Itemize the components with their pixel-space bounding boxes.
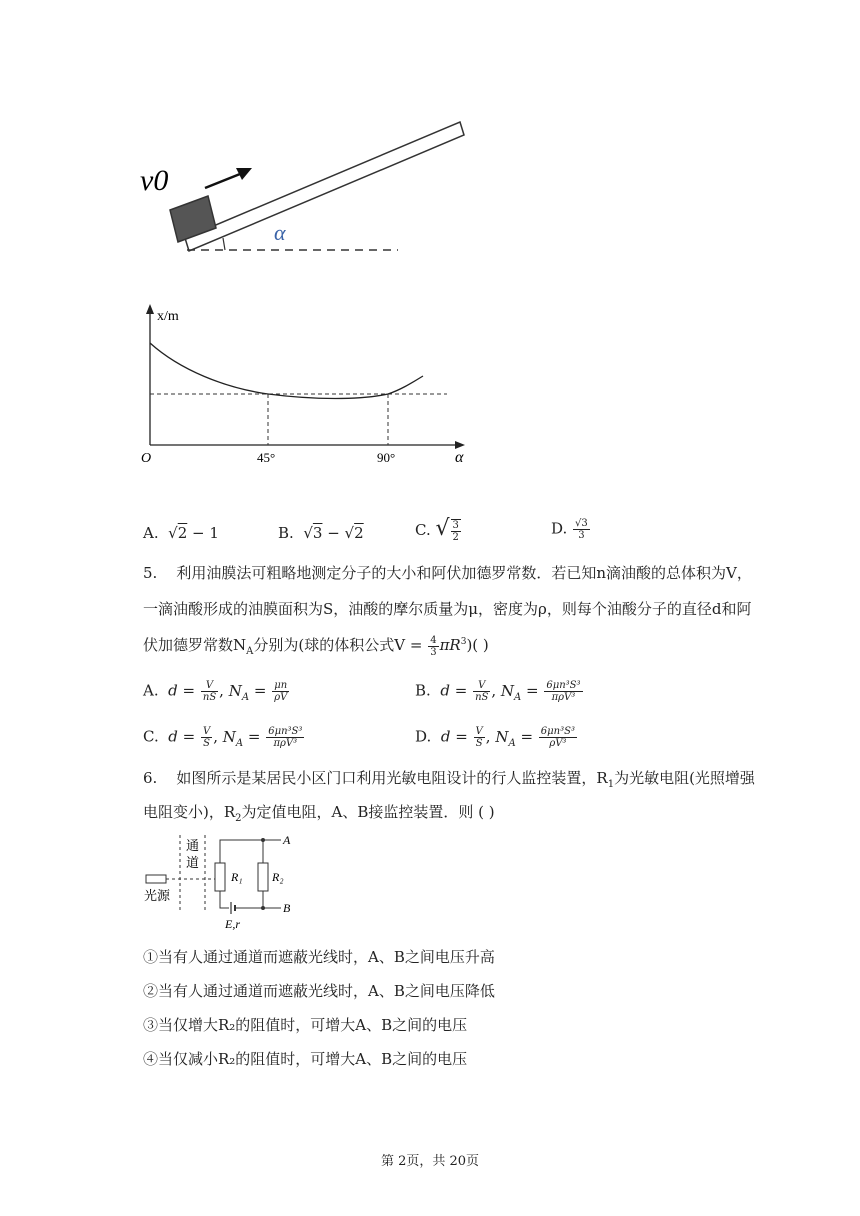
q6-number: 6. [143, 769, 158, 787]
q6-text-1-tail: 为光敏电阻(光照增强 [614, 769, 755, 787]
channel-label-2: 道 [186, 855, 200, 870]
q5-text-3c: )( ) [466, 636, 489, 654]
q5-text-1: 利用油膜法可粗略地测定分子的大小和阿伏加德罗常数．若已知n滴油酸的总体积为V， [176, 564, 752, 582]
x-axis-label: α [455, 449, 464, 466]
q6-statement-2: ②当有人通过通道而遮蔽光线时，A、B之间电压降低 [143, 982, 495, 1000]
origin-label: O [141, 451, 152, 466]
node-a [261, 838, 265, 842]
node-b [261, 906, 265, 910]
q5-line-2 [143, 598, 751, 619]
resistor-r2 [258, 863, 268, 891]
q4-option-c-label: C. [415, 521, 431, 539]
terminal-a-label: A [283, 833, 291, 847]
q5-line-1 [143, 562, 752, 583]
q5-text-2: 一滴油酸形成的油膜面积为S，油酸的摩尔质量为μ，密度为ρ，则每个油酸分子的直径d和阿 [143, 600, 752, 618]
x-axis-arrow-icon [455, 441, 465, 449]
q6-text-2: 电阻变小)，R [143, 803, 236, 821]
q5-text-3a: 伏加德罗常数N [143, 636, 247, 654]
q4-option-c: C. √ $\frac{3}{2}$ [415, 516, 459, 543]
q4-option-b-label: B. [278, 524, 294, 542]
q6-text-2-tail: 为定值电阻，A、B接监控装置．则 ( ) [241, 803, 495, 821]
q5-option-b-label: B. [415, 681, 431, 700]
q5-option-c-label: C. [143, 727, 159, 746]
resistor-r1 [215, 863, 225, 891]
y-axis-arrow-icon [146, 304, 154, 314]
q4-option-d: D. $\frac{√3}{3}$ [551, 518, 588, 541]
r1-label: R₁ [231, 870, 243, 884]
tick-90-label: 90° [377, 450, 396, 465]
q6-statement-3: ③当仅增大R₂的阻值时，可增大A、B之间的电压 [143, 1016, 468, 1034]
circuit-wire-bottom-right [235, 891, 263, 908]
q5-option-d: D. d = $\frac{V}{S}$ , $N_A$ = $\frac{\text{6μn³S³}}{\text{ρV³}}$ [415, 726, 575, 749]
incline-plank [185, 122, 464, 251]
q6-text-1: 如图所示是某居民小区门口利用光敏电阻设计的行人监控装置，R [176, 769, 608, 787]
v0-label: v0 [140, 164, 169, 197]
q4-option-a: A. √2 − 1 [143, 524, 219, 542]
channel-label-1: 通 [186, 838, 200, 853]
light-source-label: 光源 [144, 888, 171, 903]
battery-label: E,r [225, 917, 240, 930]
q4-option-b: B. √3 − √2 [278, 524, 364, 542]
r2-label: R₂ [272, 870, 284, 884]
circuit-figure [143, 830, 303, 930]
q5-option-c: C. d = $\frac{V}{S}$ , $N_A$ = $\frac{\text{6μn³S³}}{\text{πρV³}}$ [143, 726, 303, 749]
q6-statement-1: ①当有人通过通道而遮蔽光线时，A、B之间电压升高 [143, 948, 495, 966]
velocity-arrow [205, 172, 245, 188]
q6-line-1: 6. 如图所示是某居民小区门口利用光敏电阻设计的行人监控装置，$R_1$为光敏电阻(光照增强 [143, 769, 755, 790]
graph-figure [135, 300, 475, 470]
angle-arc [223, 238, 225, 250]
circuit-wire-bottom [220, 891, 229, 908]
q5-option-b: B. d = $\frac{V}{nS}$ , $N_A$ = $\frac{\text{6μn³S³}}{\text{πρV³}}$ [415, 680, 581, 703]
q5-option-d-label: D. [415, 727, 432, 746]
angle-alpha-label: α [274, 220, 286, 245]
light-source-icon [146, 875, 166, 883]
circuit-wire-top [220, 840, 281, 863]
page-footer: 第 2页，共 20页 [380, 1154, 480, 1169]
q6-statement-4: ④当仅减小R₂的阻值时，可增大A、B之间的电压 [143, 1050, 468, 1068]
q5-option-a-label: A. [143, 681, 159, 700]
q4-option-a-label: A. [143, 524, 159, 542]
tick-45-label: 45° [257, 450, 276, 465]
incline-figure [130, 110, 480, 260]
q5-option-a: A. d = $\frac{V}{nS}$ , $N_A$ = $\frac{\mu n}{\rho V}$ [143, 680, 288, 703]
q5-number: 5. [143, 564, 158, 582]
q5-text-3b: 分别为(球的体积公式V = [253, 636, 423, 654]
q4-option-d-label: D. [551, 519, 568, 538]
x-alpha-curve [150, 343, 423, 399]
q5-line-3: 伏加德罗常数$N_A$分别为(球的体积公式V = $\frac{4}{3}$ $\pi R^3$)( ) [143, 634, 489, 658]
terminal-b-label: B [283, 901, 291, 915]
y-axis-label: x/m [157, 309, 179, 324]
q6-line-2: 电阻变小)，$R_2$为定值电阻，A、B接监控装置．则 ( ) [143, 803, 495, 824]
